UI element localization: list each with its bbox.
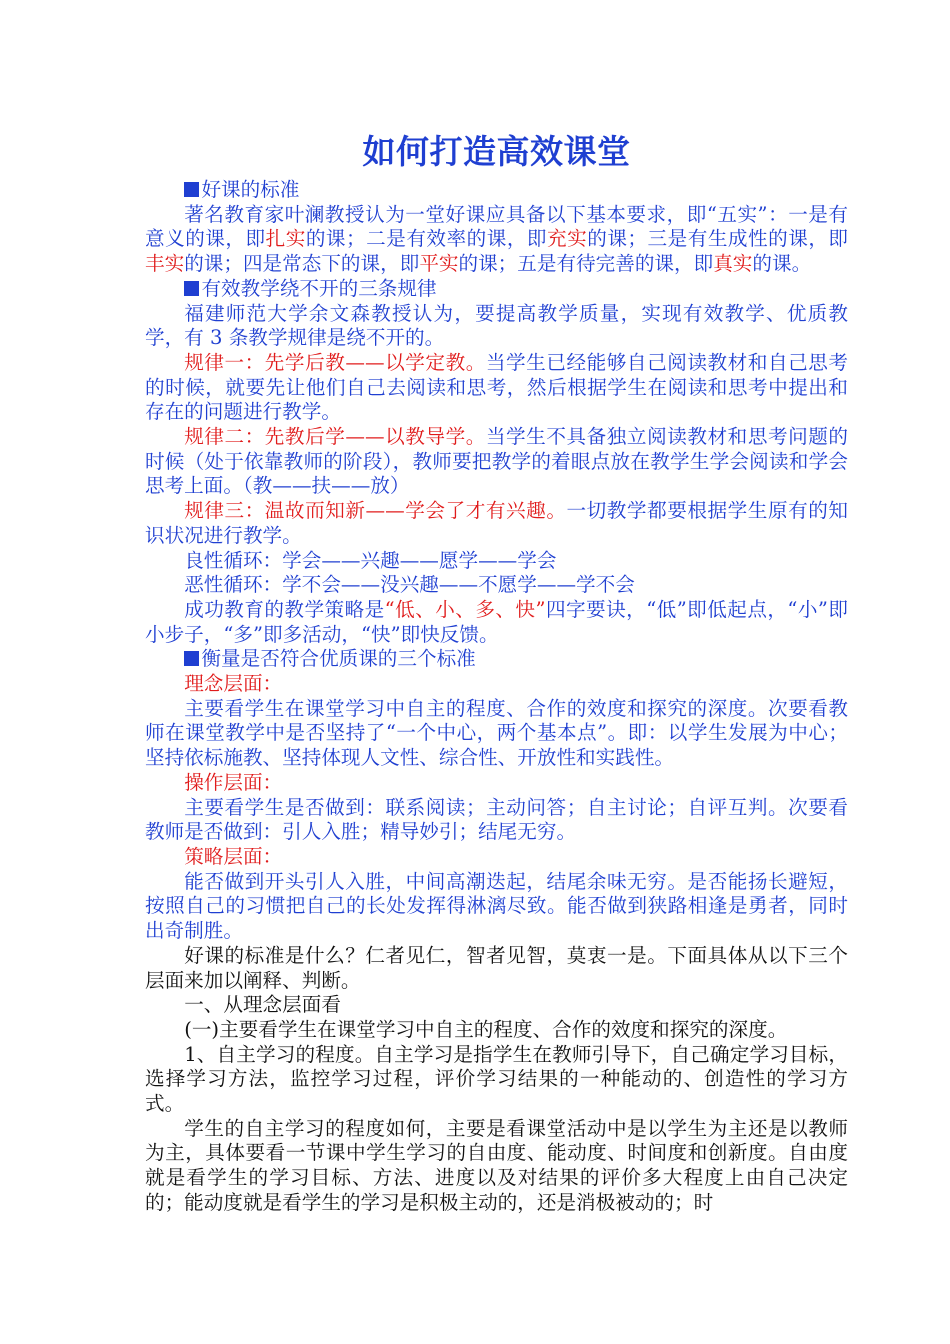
paragraph-bad-cycle: 恶性循环：学不会——没兴趣——不愿学——学不会	[184, 573, 635, 597]
paragraph-five-shi: 著名教育家叶澜教授认为一堂好课应具备以下基本要求，即“五实”：一是有意义的课，即扎实的课；二是有效率的课，即充实的课；三是有生成性的课，即丰实的课；四是常态下的课，即平实的课；五是有待完善的课，即真实的课。	[145, 202, 849, 276]
paragraph-autonomy-detail: 学生的自主学习的程度如何，主要是看课堂活动中是以学生为主还是以教师为主，具体要看一节课中学生学习的自由度、能动度、时间度和创新度。自由度就是看学生的学习目标、方法、进度以及对结果的评价多大程度上由自己决定的；能动度就是看学生的学习是积极主动的，还是消极被动的；时	[145, 1116, 848, 1214]
section-heading-three-standards: 衡量是否符合优质课的三个标准	[145, 647, 848, 672]
paragraph-strategy: 成功教育的教学策略是“低、小、多、快”四字要诀，“低”即低起点，“小”即小步子，“多”即多活动，“快”即快反馈。	[145, 597, 848, 646]
section-heading-good-lesson: 好课的标准	[145, 178, 848, 203]
paragraph-law-two: 规律二：先教后学——以教导学。当学生不具备独立阅读教材和思考问题的时候（处于依靠教师的阶段），教师要把教学的着眼点放在教学生学会阅读和学会思考上面。（教——扶——放）	[145, 425, 849, 498]
paragraph-concept-level: 主要看学生在课堂学习中自主的程度、合作的效度和探究的深度。次要看教师在课堂教学中是否坚持了“一个中心，两个基本点”。即：以学生发展为中心；坚持依标施教、坚持体现人文性、综合性、开放性和实践性。	[145, 696, 848, 770]
paragraph-operation-level: 主要看学生是否做到：联系阅读；主动问答；自主讨论；自评互判。次要看教师是否做到：引人入胜；精导妙引；结尾无穷。	[145, 795, 848, 844]
heading-concept-view: 一、从理念层面看	[184, 993, 341, 1017]
paragraph-laws-intro: 福建师范大学余文森教授认为，要提高教学质量，实现有效教学、优质教学，有 3 条教学规律是绕不开的。	[145, 301, 848, 350]
label-operation-level: 操作层面：	[184, 770, 283, 794]
square-bullet-icon	[184, 182, 199, 197]
document-page	[145, 128, 848, 1216]
paragraph-law-three: 规律三：温故而知新——学会了才有兴趣。一切教学都要根据学生原有的知识状况进行教学。	[145, 499, 849, 547]
document-title: 如何打造高效课堂	[362, 132, 631, 171]
heading-sub-one: (一)主要看学生在课堂学习中自主的程度、合作的效度和探究的深度。	[184, 1017, 788, 1041]
label-concept-level: 理念层面：	[184, 672, 283, 696]
paragraph-law-one: 规律一：先学后教——以学定教。当学生已经能够自己阅读教材和自己思考的时候，就要先让他们自己去阅读和思考，然后根据学生在阅读和思考中提出和存在的问题进行教学。	[145, 350, 849, 424]
paragraph-autonomy-degree: 1、自主学习的程度。自主学习是指学生在教师引导下，自己确定学习目标，选择学习方法，监控学习过程，评价学习结果的一种能动的、创造性的学习方式。	[145, 1042, 848, 1116]
label-tactic-level: 策略层面：	[184, 844, 283, 868]
square-bullet-icon	[184, 281, 199, 296]
paragraph-tactic-level: 能否做到开头引人入胜，中间高潮迭起，结尾余味无穷。是否能扬长避短，按照自己的习惯把自己的长处发挥得淋漓尽致。能否做到狭路相逢是勇者，同时出奇制胜。	[145, 869, 848, 943]
section-heading-three-laws: 有效教学绕不开的三条规律	[145, 277, 848, 302]
paragraph-standard-question: 好课的标准是什么？仁者见仁，智者见智，莫衷一是。下面具体从以下三个层面来加以阐释、判断。	[145, 943, 848, 992]
paragraph-good-cycle: 良性循环：学会——兴趣——愿学——学会	[184, 548, 557, 572]
square-bullet-icon	[184, 651, 199, 666]
